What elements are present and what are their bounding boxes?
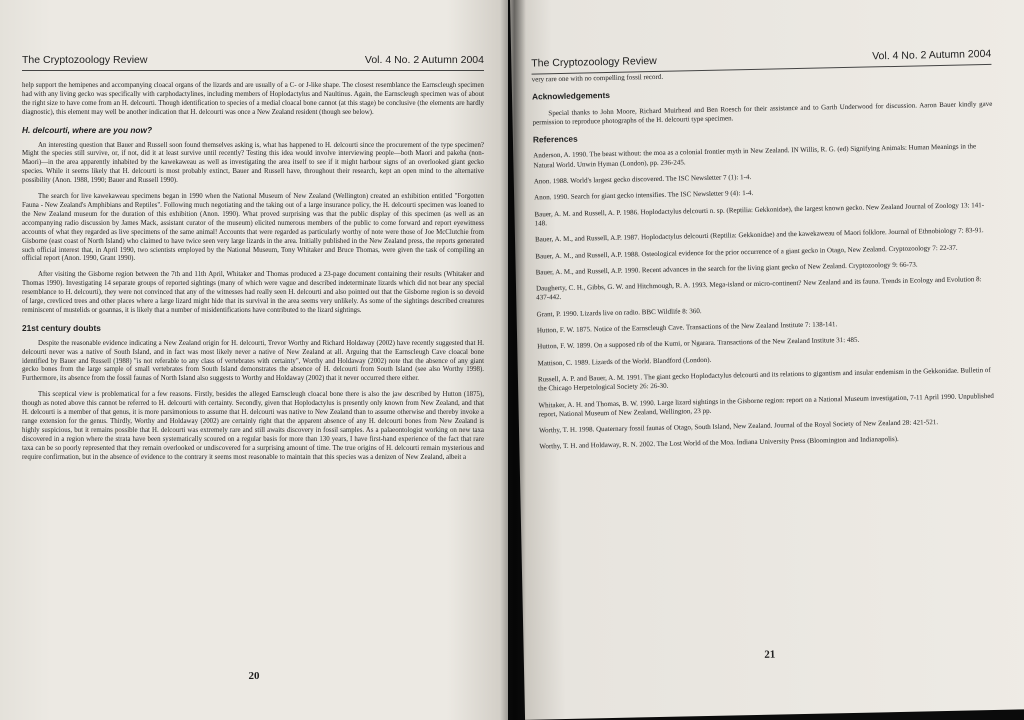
- paragraph: help support the hemipenes and accompanying cloacal organs of the lizards and are usually of a C- or J-like shape. The closest resemblance the Earnscleugh specimen had with any living gecko was specifically with carphodactylines, including members of Hoplodactylus and Naultinus. Again, the Earnscleugh specimen was of about the right size to have come from an H. delcourti. Though identification to species of a medial cloacal bone cannot (at this stage) be conclusive (the elements are hardly diagnostic), this element may well be another indication that H. delcourti was once a New Zealand resident (though see below).: [22, 82, 484, 116]
- reference-item: Bauer, A. M. and Russell, A. P. 1986. Hoplodactylus delcourti n. sp. (Reptilia: Gekkonidae), the largest known gecko. New Zealand Journal of Zoology 13: 141-148.: [534, 200, 985, 228]
- reference-item: Bauer, A. M., and Russell, A.P. 1988. Osteological evidence for the prior occurrence of a giant gecko in Otago, New Zealand. Cryptozoology 7: 22-37.: [535, 243, 958, 261]
- reference-item: Mattison, C. 1989. Lizards of the World. Blandford (London).: [537, 355, 712, 368]
- left-page: [0, 0, 508, 720]
- reference-item: Daugherty, C. H., Gibbs, G. W. and Hitchmough, R. A. 1993. Mega-island or micro-continent? New Zealand and its fauna. Trends in Ecology and Evolution 8: 437-442.: [535, 275, 982, 302]
- right-page: [510, 0, 1024, 720]
- acknowledgements-text: Special thanks to John Moore, Richard Muirhead and Ben Roesch for their assistance and to Garth Underwood for discussion. Aaron Bauer kindly gave permission to reproduce photographs of the H. delcourti type specimen.: [532, 99, 993, 127]
- section-heading: H. delcourti, where are you now?: [22, 124, 153, 135]
- journal-title: The Cryptozoology Review: [531, 54, 657, 70]
- section-heading: 21st century doubts: [22, 322, 101, 333]
- page-number: 20: [248, 670, 260, 682]
- reference-item: Anon. 1990. Search for giant gecko intensifies. The ISC Newsletter 9 (4): 1-4.: [534, 189, 754, 202]
- paragraph: This sceptical view is problematical for a few reasons. Firstly, besides the alleged Earnscleugh cloacal bone there is also the jaw described by Hutton (1875), though as noted above this cannot be referred to H. delcourti with certainty. Secondly, given that Hoplodactylus is presently only known from New Zealand, and that H. delcourti is a member of that genus, it is more parsimonious to assume that H. delcourti was native to New Zealand than to assume otherwise and thereby invoke a range extension for the genus. Thirdly, Worthy and Holdaway (2002) are certainly right that the apparent absence of any H. delcourti bones from New Zealand is highly suspicious, but it remains possible that H. delcourti was extremely rare and still awaits discovery in fossil samples. As a palaeontologist working on new taxa discovered in a region where the strata have been systematically scoured on a regular basis for more than 130 years, I have first-hand experience of the fact that rare taxa can be so poorly represented that they remain overlooked or undiscovered for a surprising amount of time. The true origins of H. delcourti remain mysterious and require confirmation, but in the absence of evidence to the contrary it seems most reasonable to maintain that this species was a denizen of New Zealand, albeit a: [22, 391, 484, 461]
- journal-title: The Cryptozoology Review: [22, 54, 148, 66]
- issue-label: Vol. 4 No. 2 Autumn 2004: [364, 54, 484, 66]
- paragraph: Despite the reasonable evidence indicating a New Zealand origin for H. delcourti, Trevor Worthy and Richard Holdaway (2002) have recently suggested that H. delcourti never was a native of South Island, and in fact was most likely never a native of New Zealand at all. Arguing that the Earnscleugh Cave cloacal bone identified by Bauer and Russell (1988) "is not referable to any class of vertebrates with certainty", Worthy and Holdaway (2002) note that the absence of any giant gecko bones from the large sample of small vertebrates from South Island demonstrates the absence of H. delcourti from South Island (see also Worthy 1998). Furthermore, its absence from the fossil faunas of North Island also suggests to Worthy and Holdaway (2002) that it never occurred there either.: [22, 339, 484, 383]
- reference-item: Anon. 1988. World's largest gecko discovered. The ISC Newsletter 7 (1): 1-4.: [533, 173, 752, 186]
- running-header: [22, 48, 484, 71]
- reference-item: Bauer, A. M., and Russell, A.P. 1987. Hoplodactylus delcourti (Reptilia: Gekkonidae) and the kawekaweau of Maori folklore. Journal of Ethnobiology 7: 83-91.: [534, 226, 984, 244]
- reference-item: Grant, P. 1990. Lizards live on radio. BBC Wildlife 8: 360.: [536, 306, 702, 319]
- section-heading: References: [532, 133, 578, 145]
- paragraph: An interesting question that Bauer and Russell soon found themselves asking is, what has happened to H. delcourti since the procurement of the type specimen? Might the species still survive, or, if not, did it at least survive until recently? Testing this idea would involve interviewing people—both Maori and pakeha (non-Maori)—in the area apparently inhabited by the kawekaweau as well as investigating the area itself to see if it might harbour signs of an overlooked giant gecko species. While it seems likely that H. delcourti is most probably extinct, Bauer and Russell have, throughout their research, kept an open mind to the alternative possibility (Anon. 1988, 1990; Bauer and Russell 1990).: [22, 141, 484, 185]
- reference-item: Hutton, F. W. 1875. Notice of the Earnscleugh Cave. Transactions of the New Zealand Institute 7: 138-141.: [536, 320, 838, 335]
- paragraph: very rare one with no compelling fossil record.: [531, 72, 664, 84]
- paragraph: The search for live kawekaweau specimens began in 1990 when the National Museum of New Zealand (Wellington) created an exhibition entitled "Forgotten Fauna - New Zealand's Amphibians and Reptiles". Following much negotiating and the taking out of a large insurance policy, the H. delcourti specimen was loaned to the New Zealand museum for the duration of this exhibition (Anon. 1990). What proved surprising was that the public display of this specimen (as well as an accompanying radio discussion by James Mack, assistant curator of the museum) elicited numerous members of the public to come forward and report eyewitness accounts of what they regarded as live specimens of the same animal! Accounts that were regarded as particularly worthy of note were those of Joe McClutchie from Gisborne (east coast of North Island) who claimed to have twice seen very large lizards in the area. Initially published in the New Zealand press, the reports generated such official interest that, in April 1990, two scientists employed by the National Museum, Tony Whitaker and Bruce Thomas, were given the task of compiling an official report (Anon. 1990, Grant 1990).: [22, 193, 484, 263]
- reference-list: [533, 142, 999, 452]
- reference-item: Hutton, F. W. 1899. On a supposed rib of the Kumi, or Ngarara. Transactions of the New Zealand Institute 31: 485.: [537, 336, 860, 351]
- reference-item: Russell, A. P. and Bauer, A. M. 1991. The giant gecko Hoplodactylus delcourti and its relations to gigantism and insular endemism in the Gekkonidae. Bulletin of the Chicago Herpetological Society 26: 26-30.: [537, 365, 991, 393]
- page-number: 21: [764, 648, 776, 661]
- book-spine-shadow: [500, 0, 526, 720]
- reference-item: Whitaker, A. H. and Thomas, B. W. 1990. Large lizard sightings in the Gisborne region: report on a National Museum investigation, 7-11 April 1990. Unpublished report, National Museum of New Zealand, Wellington, 23 pp.: [538, 391, 994, 419]
- article-body: [22, 82, 484, 470]
- reference-item: Worthy, T. H. 1998. Quaternary fossil faunas of Otago, South Island, New Zealand. Journal of the Royal Society of New Zealand 28: 421-521.: [538, 418, 939, 435]
- paragraph: After visiting the Gisborne region between the 7th and 11th April, Whitaker and Thomas produced a 23-page document containing their results (Whitaker and Thomas 1990). Investigating 14 separate groups of reported sightings (many of which were vague and described indeterminate lizards which did not bear any special resemblance to H. delcourti), they were not convinced that any of the witnesses had really seen H. delcourti and also pointed out that the Gisborne region is so devoid of large, crevliced trees and other places where a large lizard might hide that its survival in the area seems very unlikely. As some of the sightings described creatures reminiscent of mustelids or goannas, it is likely that a number of misidentifications have contributed to the lizard sightings.: [22, 271, 484, 314]
- article-body: [532, 66, 1000, 459]
- section-heading: Acknowledgements: [531, 90, 611, 102]
- issue-label: Vol. 4 No. 2 Autumn 2004: [872, 47, 992, 63]
- reference-item: Anderson, A. 1990. The beast without: the moa as a colonial frontier myth in New Zealand. IN Willis, R. G. (ed) Signifying Animals: Human Meanings in the Natural World. Unwin Hyman (London), pp. 236-245.: [533, 142, 977, 170]
- reference-item: Worthy, T. H. and Holdaway, R. N. 2002. The Lost World of the Moa. Indiana University Press (Bloomington and Indianapolis).: [539, 435, 899, 451]
- reference-item: Bauer, A. M., and Russell, A.P. 1990. Recent advances in the search for the living giant gecko of New Zealand. Cryptozoology 9: 66-73.: [535, 260, 918, 277]
